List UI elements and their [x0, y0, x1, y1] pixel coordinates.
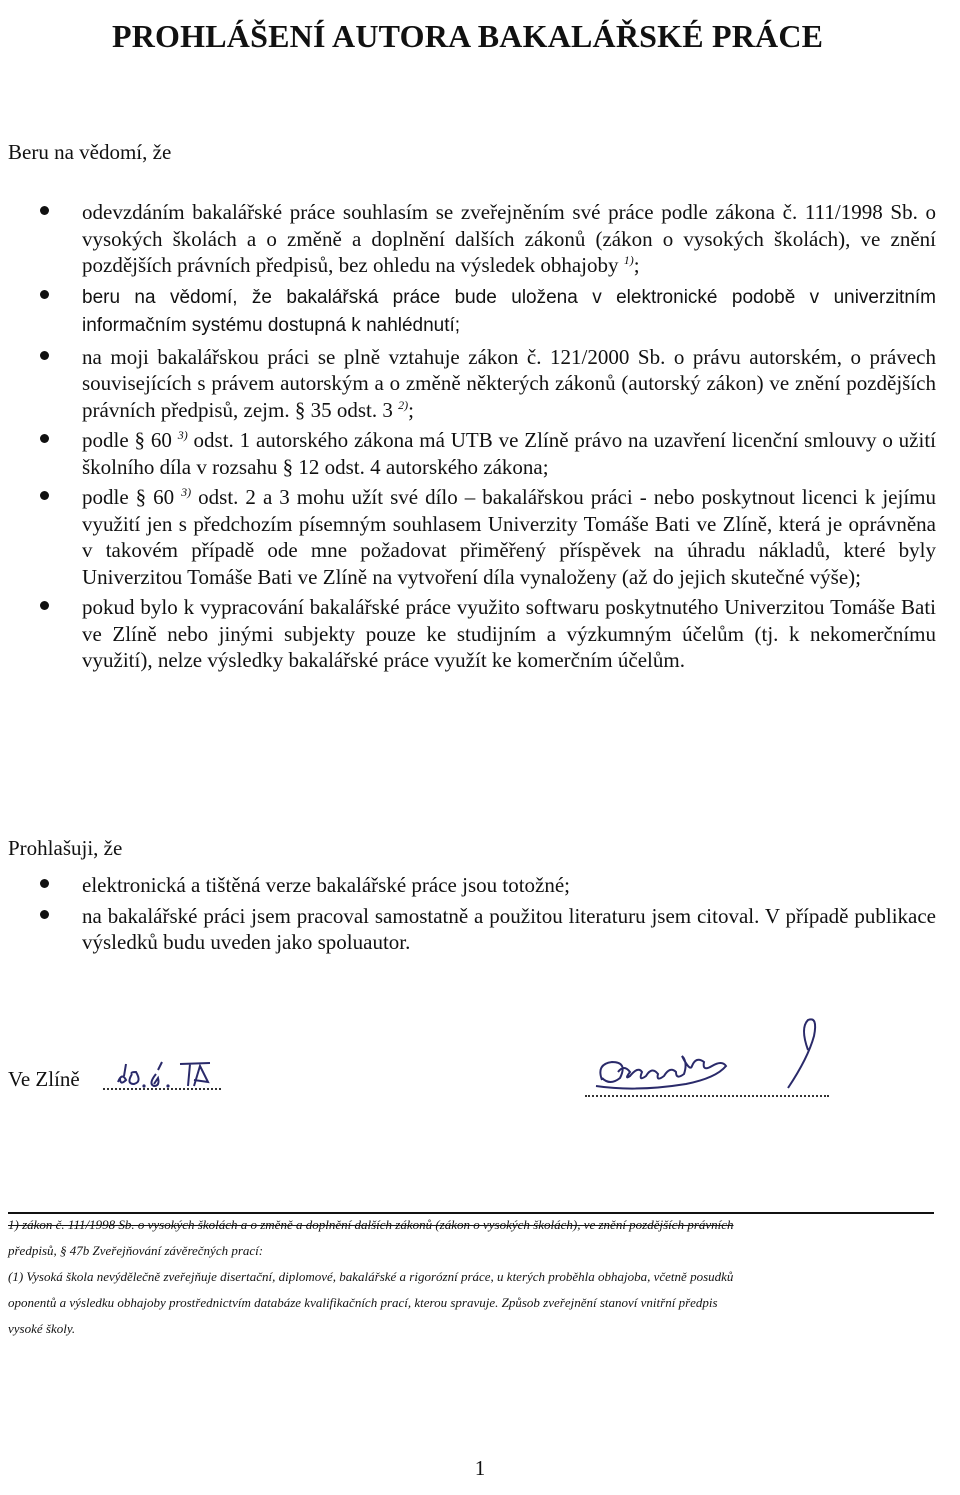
bullet-icon [40, 290, 49, 299]
bullet-icon [40, 910, 49, 919]
signature-dotted-line [585, 1095, 829, 1097]
list-item: odevzdáním bakalářské práce souhlasím se zveřejněním své práce podle zákona č. 111/1998 Sb. o vysokých školách a o změně a doplnění dalších zákonů (zákon o vysokých školách), ve znění pozdějších právních předpisů, bez ohledu na výsledek obhajoby $^{1)}$; [0, 199, 960, 279]
list-item: na bakalářské práci jsem pracoval samostatně a použitou literaturu jsem citoval. V případě publikace výsledků budu uveden jako spoluautor. [0, 903, 960, 956]
handwritten-date [110, 1056, 220, 1092]
bullet-icon [40, 491, 49, 500]
place-label: Ve Zlíně [8, 1067, 80, 1091]
list-item: elektronická a tištěná verze bakalářské práce jsou totožné; [0, 872, 960, 899]
bullet-icon [40, 351, 49, 360]
section2-lead: Prohlašuji, že [8, 836, 123, 860]
list-item: pokud bylo k vypracování bakalářské práce využito softwaru poskytnutého Univerzitou Tomáše Bati ve Zlíně nebo jinými subjekty pouze ke studijním a výzkumným účelům (tj. k nekomerčnímu využití), nelze výsledky bakalářské práce využít ke komerčním účelům. [0, 594, 960, 674]
list-item: beru na vědomí, že bakalářská práce bude uložena v elektronické podobě v univerzitním informačním systému dostupná k nahlédnutí; [0, 283, 960, 340]
list-item: na moji bakalářskou práci se plně vztahuje zákon č. 121/2000 Sb. o právu autorském, o právech souvisejících s právem autorským a o změně některých zákonů (autorský zákon) ve znění pozdějších právních předpisů, zejm. § 35 odst. 3 $^{2)}$; [0, 344, 960, 424]
acknowledgement-list [0, 199, 960, 678]
footnote-line: oponentů a výsledku obhajoby prostřednictvím databáze kvalifikačních prací, kterou spravuje. Způsob zveřejnění stanoví vnitřní předpis [8, 1295, 718, 1310]
date-dotted-line [103, 1088, 221, 1090]
footnotes [8, 1212, 938, 1342]
bullet-icon [40, 879, 49, 888]
section1-lead: Beru na vědomí, že [8, 140, 172, 164]
signature [588, 1010, 828, 1105]
footnote-line: vysoké školy. [8, 1321, 76, 1336]
bullet-icon [40, 206, 49, 215]
list-item: podle § 60 $^{3)}$ odst. 2 a 3 mohu užít své dílo – bakalářskou práci - nebo poskytnout licenci k jejímu využití jen s předchozím písemným souhlasem Univerzity Tomáše Bati ve Zlíně, která je oprávněna v takovém případě ode mne požadovat přiměřený příspěvek na úhradu nákladů, které byly Univerzitou Tomáše Bati ve Zlíně na vytvoření díla vynaloženy (až do jejich skutečné výše); [0, 484, 960, 590]
declaration-list [0, 872, 960, 960]
page-number: 1 [474, 1456, 486, 1480]
footnote-line: předpisů, § 47b Zveřejňování závěrečných prací: [8, 1243, 264, 1258]
page-title: PROHLÁŠENÍ AUTORA BAKALÁŘSKÉ PRÁCE [112, 18, 824, 54]
footnote-line: 1) zákon č. 111/1998 Sb. o vysokých školách a o změně a doplnění dalších zákonů (zákon o vysokých školách), ve znění pozdějších právních [8, 1217, 734, 1232]
list-item: podle § 60 $^{3)}$ odst. 1 autorského zákona má UTB ve Zlíně právo na uzavření licenční smlouvy o užití školního díla v rozsahu § 12 odst. 4 autorského zákona; [0, 427, 960, 480]
footnote-line: (1) Vysoká škola nevýdělečně zveřejňuje disertační, diplomové, bakalářské a rigorózní práce, u kterých proběhla obhajoba, včetně posudků [8, 1269, 734, 1284]
bullet-icon [40, 434, 49, 443]
bullet-icon [40, 601, 49, 610]
